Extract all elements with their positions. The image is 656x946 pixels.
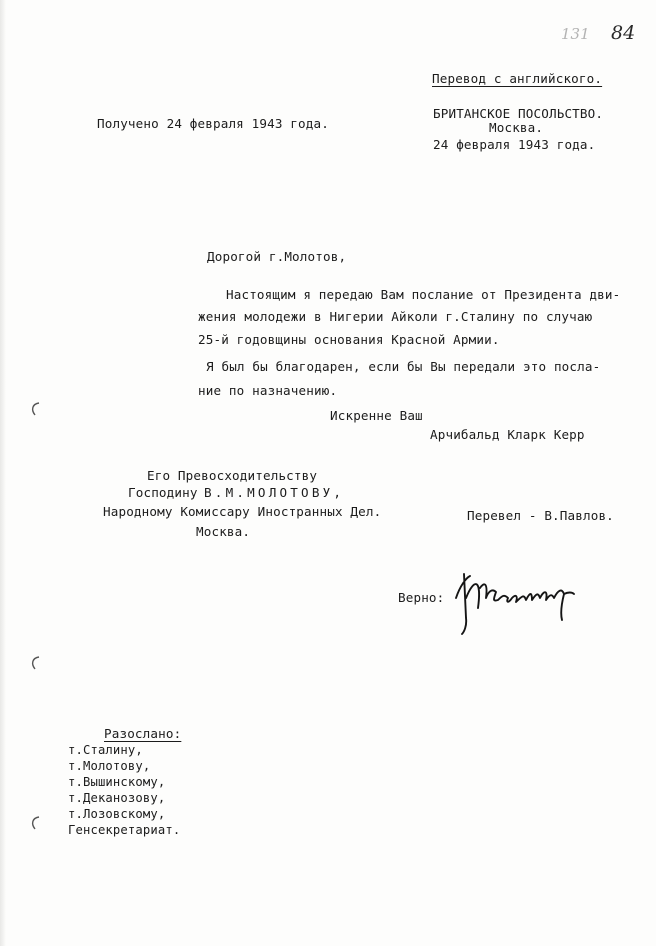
body-line: жения молодежи в Нигерии Айколи г.Сталину по случаю — [198, 309, 593, 324]
closing: Искренне Ваш — [330, 408, 423, 423]
distribution-item: т.Деканозову, — [68, 791, 166, 805]
sender-name: Арчибальд Кларк Керр — [430, 427, 585, 442]
distribution-heading: Разослано: — [104, 726, 182, 741]
salutation: Дорогой г.Молотов, — [207, 249, 347, 264]
binder-hole-mark — [30, 656, 40, 670]
handwritten-signature — [452, 568, 578, 636]
archive-page-number: 84 — [611, 22, 636, 44]
certification-label: Верно: — [398, 590, 445, 605]
translation-note: Перевод с английского. — [432, 71, 603, 86]
binder-hole-mark — [30, 402, 40, 416]
translator-note: Перевел - В.Павлов. — [467, 508, 614, 523]
body-line: 25-й годовщины основания Красной Армии. — [198, 332, 500, 347]
embassy-name: БРИТАНСКОЕ ПОСОЛЬСТВО. — [433, 106, 604, 121]
addressee-line: Народному Комиссару Иностранных Дел. — [103, 504, 382, 519]
addressee-line: Москва. — [196, 524, 251, 539]
body-line: ние по назначению. — [198, 383, 338, 398]
received-date: Получено 24 февраля 1943 года. — [97, 116, 329, 131]
distribution-item: т.Молотову, — [68, 759, 151, 773]
distribution-item: Генсекретариат. — [68, 823, 181, 837]
scan-edge-shadow — [0, 0, 6, 946]
addressee-name: В.М.МОЛОТОВУ, — [204, 485, 345, 500]
addressee-line: Господину — [128, 485, 198, 500]
distribution-item: т.Сталину, — [68, 743, 143, 757]
letter-date: 24 февраля 1943 года. — [433, 137, 596, 152]
body-line: Настоящим я передаю Вам послание от Президента дви- — [226, 287, 621, 302]
binder-hole-mark — [30, 816, 40, 830]
embassy-city: Москва. — [489, 120, 544, 135]
body-line: Я был бы благодарен, если бы Вы передали это посла- — [206, 359, 601, 374]
distribution-item: т.Лозовскому, — [68, 807, 166, 821]
addressee-line: Его Превосходительству — [147, 468, 318, 483]
distribution-item: т.Вышинскому, — [68, 775, 166, 789]
archive-faded-number: 131 — [561, 25, 590, 43]
